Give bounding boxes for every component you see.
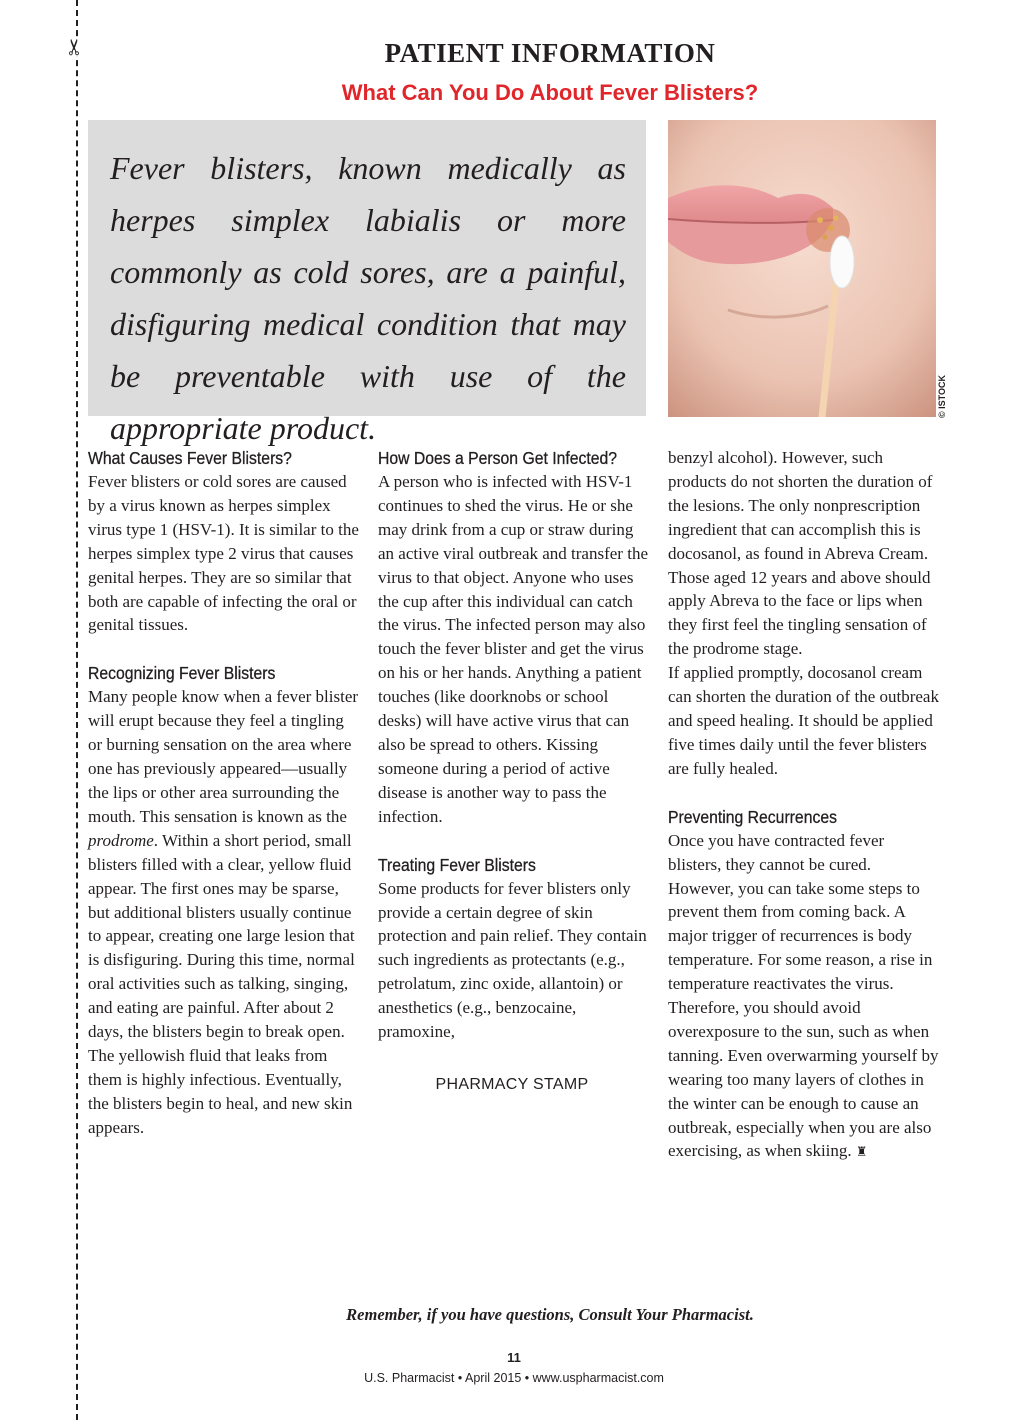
section-heading: How Does a Person Get Infected?	[378, 448, 618, 468]
paragraph-text: Once you have contracted fever blisters, they cannot be cured. However, you can take some steps to prevent them from coming back. A major trigger of recurrences is body temperature. For some reason, a rise in temperature reactivates the virus. Therefore, you should avoid overexposure to the sun, such as when tanning. Even overwarming yourself by wearing too many layers of clothes in the winter can be enough to cause an outbreak, especially when you are also exercising, as when skiing.	[668, 830, 939, 1161]
emphasis-term: prodrome	[88, 830, 154, 850]
pull-quote-box	[88, 120, 646, 446]
page-subtitle: What Can You Do About Fever Blisters?	[341, 80, 759, 105]
cut-line	[76, 0, 78, 1420]
scissors-icon: ✂	[63, 37, 89, 57]
paragraph: The yellowish fluid that leaks from them is highly infectious. Eventually, the blisters begin to heal, and new skin appears.	[88, 1045, 353, 1137]
cold-sore-photo	[668, 120, 936, 417]
section-heading: Treating Fever Blisters	[378, 854, 536, 875]
pull-quote-text: Fever blisters, known medically as herpes simplex labialis or more commonly as cold sores, are a painful, disfiguring medical condition that may be preventable with use of the appropriate product.	[110, 150, 626, 446]
column-1	[88, 446, 360, 1140]
photo-credit-text: © ISTOCK	[937, 375, 947, 418]
paragraph	[668, 829, 940, 1166]
page-number: 11	[507, 1350, 521, 1365]
paragraph: If applied promptly, docosanol cream can shorten the duration of the outbreak and speed healing. It should be applied five times daily until the fever blisters are fully healed.	[668, 663, 939, 778]
pharmacy-stamp-label: PHARMACY STAMP	[435, 1076, 589, 1093]
end-mark-icon: ♜	[855, 1145, 868, 1161]
paragraph: benzyl alcohol). However, such products do not shorten the duration of the lesions. The only nonprescription ingredient that can accomplish this is docosanol, as found in Abreva Cream. Those aged 12 years and above should apply Abreva to the face or lips when they first feel the tingling sensation of the prodrome stage.	[668, 448, 933, 659]
paragraph: Some products for fever blisters only provide a certain degree of skin protection and pain relief. They contain such ingredients as protectants (e.g., petrolatum, zinc oxide, allantoin) or anesthetics (e.g., benzocaine, pramoxine,	[378, 878, 647, 1042]
paragraph-text: . Within a short period, small blisters filled with a clear, yellow fluid appear. The first ones may be sparse, but additional blisters usually continue to appear, creating one large lesion that is disfiguring. During this time, normal oral activities such as talking, singing, and eating are painful. After about 2 days, the blisters begin to break open.	[88, 830, 355, 1042]
section-heading: Preventing Recurrences	[668, 806, 837, 827]
paragraph: A person who is infected with HSV-1 continues to shed the virus. He or she may drink from a cup or straw during an active viral outbreak and transfer the virus to that object. Anyone who uses the cup after this individual can catch the virus. The infected person may also touch the fever blister and get the virus on his or her hands. Anything a patient touches (like doorknobs or school desks) will have active virus that can also be spread to others. Kissing someone during a period of active disease is another way to pass the infection.	[378, 472, 648, 826]
section-heading: Recognizing Fever Blisters	[88, 663, 276, 684]
column-3	[668, 446, 940, 1165]
paragraph	[88, 685, 360, 1044]
closing-note: Remember, if you have questions, Consult Your Pharmacist.	[346, 1305, 754, 1324]
footer-citation: U.S. Pharmacist • April 2015 • www.uspharmacist.com	[364, 1371, 664, 1385]
paragraph: Fever blisters or cold sores are caused by a virus known as herpes simplex virus type 1 (HSV-1). It is similar to the herpes simplex type 2 virus that causes genital herpes. They are so similar that both are capable of infecting the oral or genital tissues.	[88, 472, 359, 635]
paragraph-text: Many people know when a fever blister will erupt because they feel a tingling or burning sensation on the area where one has previously appeared—usually the lips or other area surrounding the mouth. This sensation is known as the	[88, 687, 359, 826]
section-heading: What Causes Fever Blisters?	[88, 448, 292, 468]
column-2	[378, 446, 650, 1044]
page-title: PATIENT INFORMATION	[384, 38, 716, 68]
